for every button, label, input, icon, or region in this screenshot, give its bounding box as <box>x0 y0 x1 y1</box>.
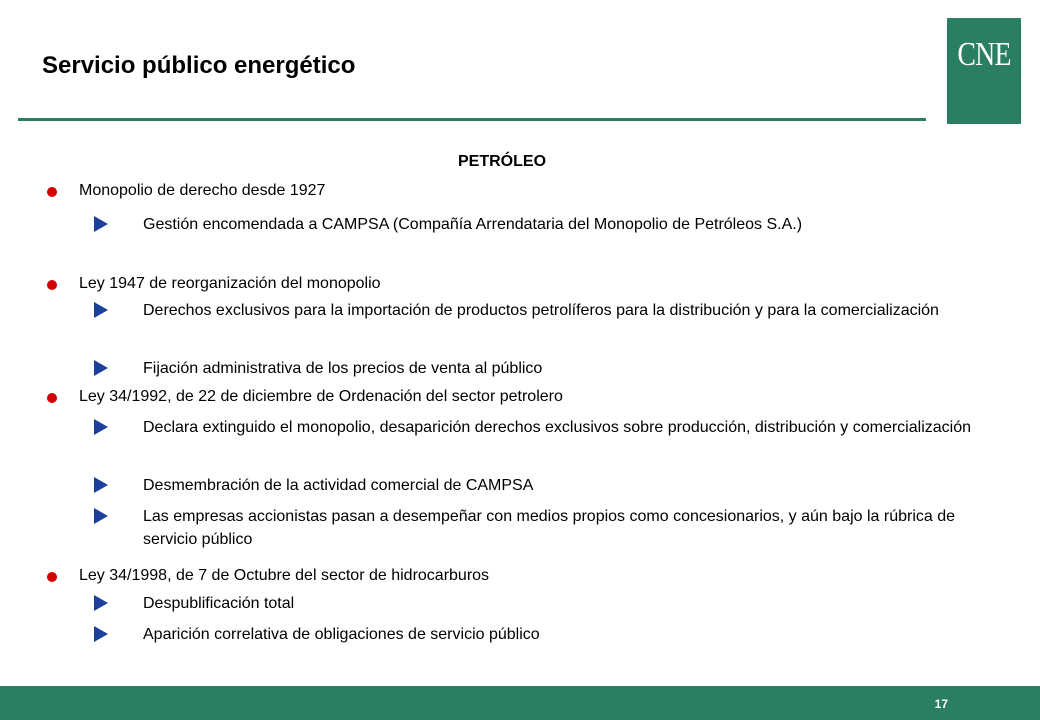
arrow-icon <box>94 508 108 524</box>
cne-logo <box>947 18 1021 124</box>
list-item: Ley 34/1992, de 22 de diciembre de Ordenación del sector petrolero <box>79 388 563 405</box>
list-item: Derechos exclusivos para la importación de productos petrolíferos para la distribución y para la comercialización <box>143 302 939 319</box>
title-divider <box>18 118 926 121</box>
slide-title: Servicio público energético <box>42 52 356 79</box>
bullet-icon <box>47 393 57 403</box>
bullet-icon <box>47 280 57 290</box>
arrow-icon <box>94 419 108 435</box>
arrow-icon <box>94 302 108 318</box>
arrow-icon <box>94 477 108 493</box>
section-heading: PETRÓLEO <box>458 153 547 170</box>
list-item: Fijación administrativa de los precios de venta al público <box>143 360 543 377</box>
list-item: Despublificación total <box>143 595 295 612</box>
page-number: 17 <box>934 697 948 711</box>
list-item: Desmembración de la actividad comercial de CAMPSA <box>143 477 534 494</box>
arrow-icon <box>94 595 108 611</box>
arrow-icon <box>94 360 108 376</box>
list-item: Ley 1947 de reorganización del monopolio <box>79 275 381 292</box>
footer-bar <box>0 686 1040 720</box>
list-item: Aparición correlativa de obligaciones de servicio público <box>143 626 540 643</box>
arrow-icon <box>94 626 108 642</box>
list-item: Declara extinguido el monopolio, desaparición derechos exclusivos sobre producción, distribución y comercialización <box>143 419 971 436</box>
bullet-icon <box>47 572 57 582</box>
list-item: Monopolio de derecho desde 1927 <box>79 182 326 199</box>
list-item: Gestión encomendada a CAMPSA (Compañía Arrendataria del Monopolio de Petróleos S.A.) <box>143 216 803 233</box>
bullet-icon <box>47 187 57 197</box>
logo-text: CNE <box>957 36 1011 73</box>
arrow-icon <box>94 216 108 232</box>
list-item: Ley 34/1998, de 7 de Octubre del sector de hidrocarburos <box>79 567 490 584</box>
list-item: Las empresas accionistas pasan a desempeñar con medios propios como concesionarios, y aún bajo la rúbrica de servicio público <box>143 508 956 548</box>
